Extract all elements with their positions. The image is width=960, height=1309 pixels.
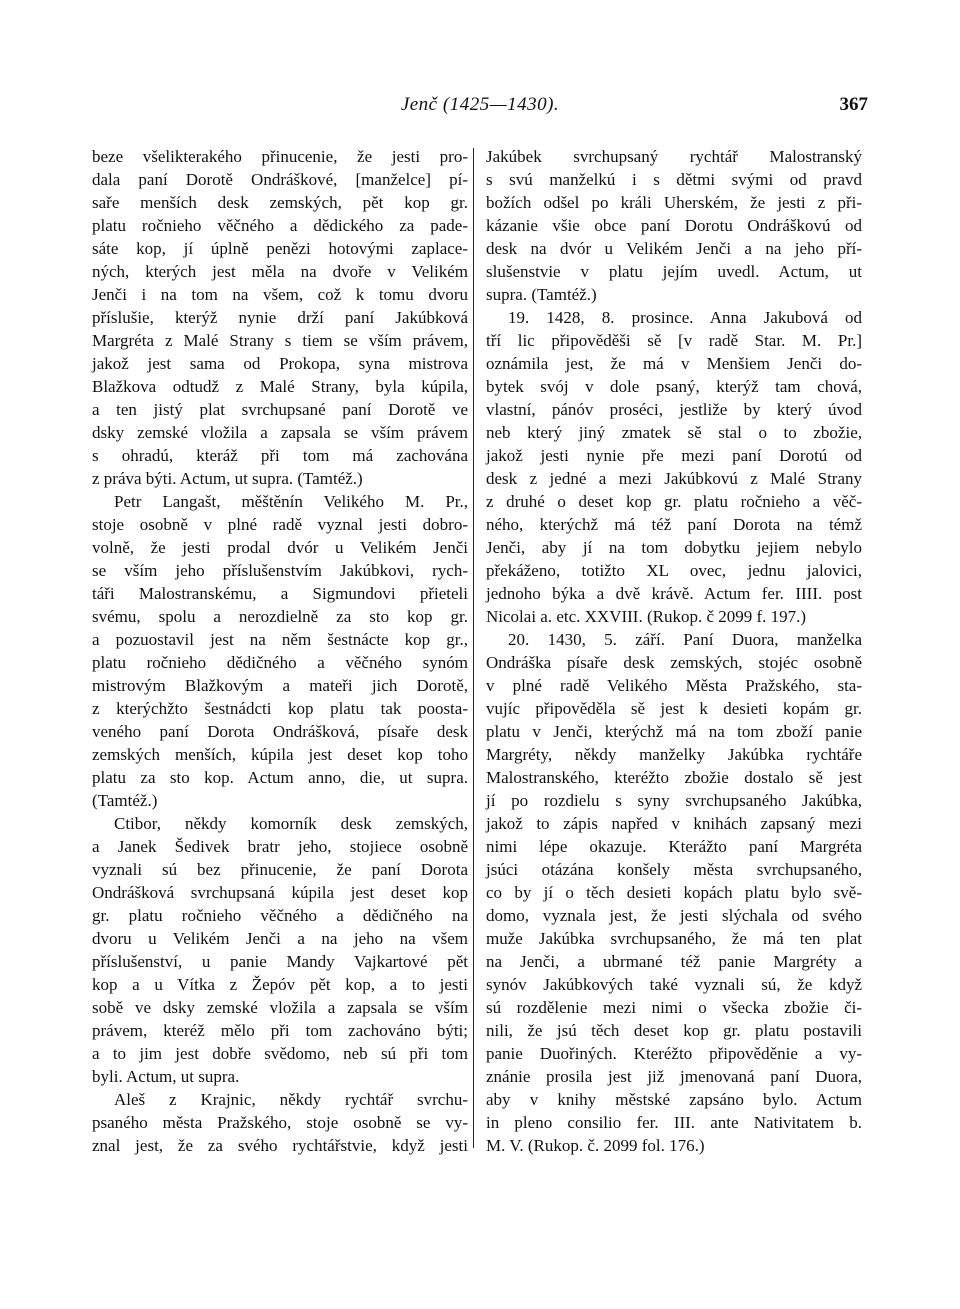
text-line: Ondrášková svrchupsaná kúpila jest deset kop (92, 883, 468, 902)
text-line: vyznali sú bez přinucenie, že paní Dorota (92, 860, 468, 879)
text-line: platu ročnieho věčného a dědického za pade- (92, 216, 468, 235)
text-line: desk z jedné a mezi Jakúbkovú z Malé Strany (486, 469, 862, 488)
text-line: a to jim jest dobře svědomo, neb sú při tom (92, 1044, 468, 1063)
text-line: gr. platu ročnieho věčného a dědičného na (92, 906, 468, 925)
text-line: kázanie všie obce paní Dorotu Ondráškovú od (486, 216, 862, 235)
text-line: muže Jakúbka svrchupsaného, že má ten plat (486, 929, 862, 948)
text-line: Ctibor, někdy komorník desk zemských, (114, 814, 468, 833)
text-line: dsky zemské vložila a zapsala se vším právem (92, 423, 468, 442)
text-line: tří lic připověděši sě [v radě Star. M. Pr.] (486, 331, 862, 350)
left-column (92, 145, 468, 1157)
text-line: Malostranského, kteréžto zbožie dostalo sě jest (486, 768, 862, 787)
text-line: nimi lépe okazuje. Kterážto paní Margréta (486, 837, 862, 856)
text-line: jednoho býka a dvě krávě. Actum fer. IIII. post (486, 584, 862, 603)
text-line: božích odšel po králi Uherském, že jesti z při- (486, 193, 862, 212)
text-line: platu za sto kop. Actum anno, die, ut supra. (92, 768, 468, 787)
text-line: táři Malostranskému, a Sigmundovi přieteli (92, 584, 468, 603)
text-line: z druhé o deset kop gr. platu ročnieho a věč- (486, 492, 862, 511)
text-line: psaného města Pražského, stoje osobně se vy- (92, 1113, 468, 1132)
text-line: panie Duořiných. Kteréžto připověděnie a vy- (486, 1044, 862, 1063)
text-line: z práva býti. Actum, ut supra. (Tamtéž.) (92, 469, 363, 488)
text-line: saře menších desk zemských, pět kop gr. (92, 193, 468, 212)
text-line: Nicolai a. etc. XXVIII. (Rukop. č 2099 f. 197.) (486, 607, 807, 626)
text-line: příslušie, kterýž nynie drží paní Jakúbková (92, 308, 468, 327)
text-line: platu v Jenči, kterýchž má na tom zboží panie (486, 722, 862, 741)
text-line: právem, kteréž mělo při tom zachováno býti; (92, 1021, 468, 1040)
text-line: jsúci otázána konšely města svrchupsaného, (486, 860, 862, 879)
text-line: Blažkova odtudž z Malé Strany, byla kúpila, (92, 377, 468, 396)
text-line: svému, spolu a nerozdielně za sto kop gr. (92, 607, 468, 626)
text-line: Aleš z Krajnic, někdy rychtář svrchu- (114, 1090, 468, 1109)
text-line: vujíc připověděla sě jest k desieti kopám gr. (486, 699, 862, 718)
text-line: mistrovým Blažkovým a mateři jich Dorotě, (92, 676, 468, 695)
text-line: 19. 1428, 8. prosince. Anna Jakubová od (508, 308, 862, 327)
text-line: Margréta z Malé Strany s tiem se vším právem, (92, 331, 468, 350)
text-line: zemských menších, kúpila jest deset kop toho (92, 745, 468, 764)
page-header (92, 94, 868, 122)
text-line: jakož jesti nynie pře mezi paní Dorotú od (486, 446, 862, 465)
text-line: 20. 1430, 5. září. Paní Duora, manželka (508, 630, 862, 649)
text-line: překáženo, totižto XL ovec, jednu jalovici, (486, 561, 862, 580)
text-line: dvoru u Velikém Jenči a na jeho na všem (92, 929, 468, 948)
text-line: aby v knihy městské zapsáno bylo. Actum (486, 1090, 862, 1109)
text-line: neb který jiný zmatek sě stal o to zbožie, (486, 423, 862, 442)
text-line: jakož jest sama od Prokopa, syna mistrova (92, 354, 468, 373)
text-line: Ondráška písaře desk zemských, stojéc osobně (486, 653, 862, 672)
text-line: kop a u Vítka z Žepóv pět kop, a to jesti (92, 975, 468, 994)
text-line: znal jest, že za svého rychtářstvie, když jesti (92, 1136, 468, 1155)
text-line: a pozuostavil jest na něm šestnácte kop gr., (92, 630, 468, 649)
text-line: se vším jeho příslušenstvím Jakúbkovi, rych- (92, 561, 468, 580)
text-line: vlastní, pánóv proséci, jestliže by který úvod (486, 400, 862, 419)
text-line: beze všelikterakého přinucenie, že jesti pro- (92, 147, 468, 166)
text-line: Jenči i na tom na všem, což k tomu dvoru (92, 285, 468, 304)
text-line: M. V. (Rukop. č. 2099 fol. 176.) (486, 1136, 705, 1155)
text-line: s ohradú, kteráž při tom má zachována (92, 446, 468, 465)
text-line: sú rozdělenie mezi nimi o všecka zbožie či- (486, 998, 862, 1017)
text-line: ného, kterýchž má též paní Dorota na témž (486, 515, 862, 534)
text-line: s svú manželkú i s dětmi svými od pravd (486, 170, 862, 189)
text-line: stoje osobně v plné radě vyznal jesti dobro- (92, 515, 468, 534)
text-line: platu ročnieho dědičného a věčného synóm (92, 653, 468, 672)
text-line: ných, kterých jest měla na dvoře v Velikém (92, 262, 468, 281)
text-line: a Janek Šedivek bratr jeho, stojiece osobně (92, 837, 468, 856)
text-line: slušenstvie v platu jejím uvedl. Actum, ut (486, 262, 862, 281)
text-line: co by jí o těch desieti kopách platu bylo svě- (486, 883, 862, 902)
text-line: Jenči, aby jí na tom dobytku jejiem nebylo (486, 538, 862, 557)
text-line: na Jenči, a ubrmané též panie Margréty a (486, 952, 862, 971)
text-line: jí po rozdielu s syny svrchupsaného Jakúbka, (486, 791, 862, 810)
text-line: veného paní Dorota Ondrášková, písaře desk (92, 722, 468, 741)
text-line: jakož to zápis napřed v knihách zapsaný mezi (486, 814, 862, 833)
text-line: (Tamtéž.) (92, 791, 158, 810)
text-line: desk na dvór u Velikém Jenči a na jeho pří- (486, 239, 862, 258)
text-line: domo, vyznala jest, že jesti slýchala od svého (486, 906, 862, 925)
text-line: synóv Jakúbkových také vyznali sú, že když (486, 975, 862, 994)
text-line: bytek svój v dole psaný, kterýž tam chová, (486, 377, 862, 396)
page-number: 367 (839, 94, 868, 115)
text-line: oznámila jest, že má v Menšiem Jenči do- (486, 354, 862, 373)
text-line: příslušenství, u panie Mandy Vajkartové pět (92, 952, 468, 971)
text-line: Margréty, někdy manželky Jakúbka rychtáře (486, 745, 862, 764)
text-line: a ten jistý plat svrchupsané paní Dorotě ve (92, 400, 468, 419)
right-column (486, 145, 862, 1157)
text-line: supra. (Tamtéž.) (486, 285, 597, 304)
text-line: in pleno consilio fer. III. ante Nativitatem b. (486, 1113, 862, 1132)
text-line: byli. Actum, ut supra. (92, 1067, 240, 1086)
text-line: sáte kop, jí úplně penězi hotovými zaplace- (92, 239, 468, 258)
text-line: Petr Langašt, měštěnín Velikého M. Pr., (114, 492, 468, 511)
text-line: v plné radě Velikého Města Pražského, sta- (486, 676, 862, 695)
text-line: z kterýchžto šestnádcti kop platu tak poosta- (92, 699, 468, 718)
text-line: dala paní Dorotě Ondráškové, [manželce] pí- (92, 170, 468, 189)
text-line: nili, že jsú těch deset kop gr. platu postavili (486, 1021, 862, 1040)
text-line: Jakúbek svrchupsaný rychtář Malostranský (486, 147, 862, 166)
column-divider (473, 148, 474, 1148)
text-line: znánie prosila jest již jmenovaná paní Duora, (486, 1067, 862, 1086)
text-line: volně, že jesti prodal dvór u Velikém Jenči (92, 538, 468, 557)
text-line: sobě ve dsky zemské vložila a zapsala se vším (92, 998, 468, 1017)
running-title: Jenč (1425—1430). (400, 94, 560, 115)
